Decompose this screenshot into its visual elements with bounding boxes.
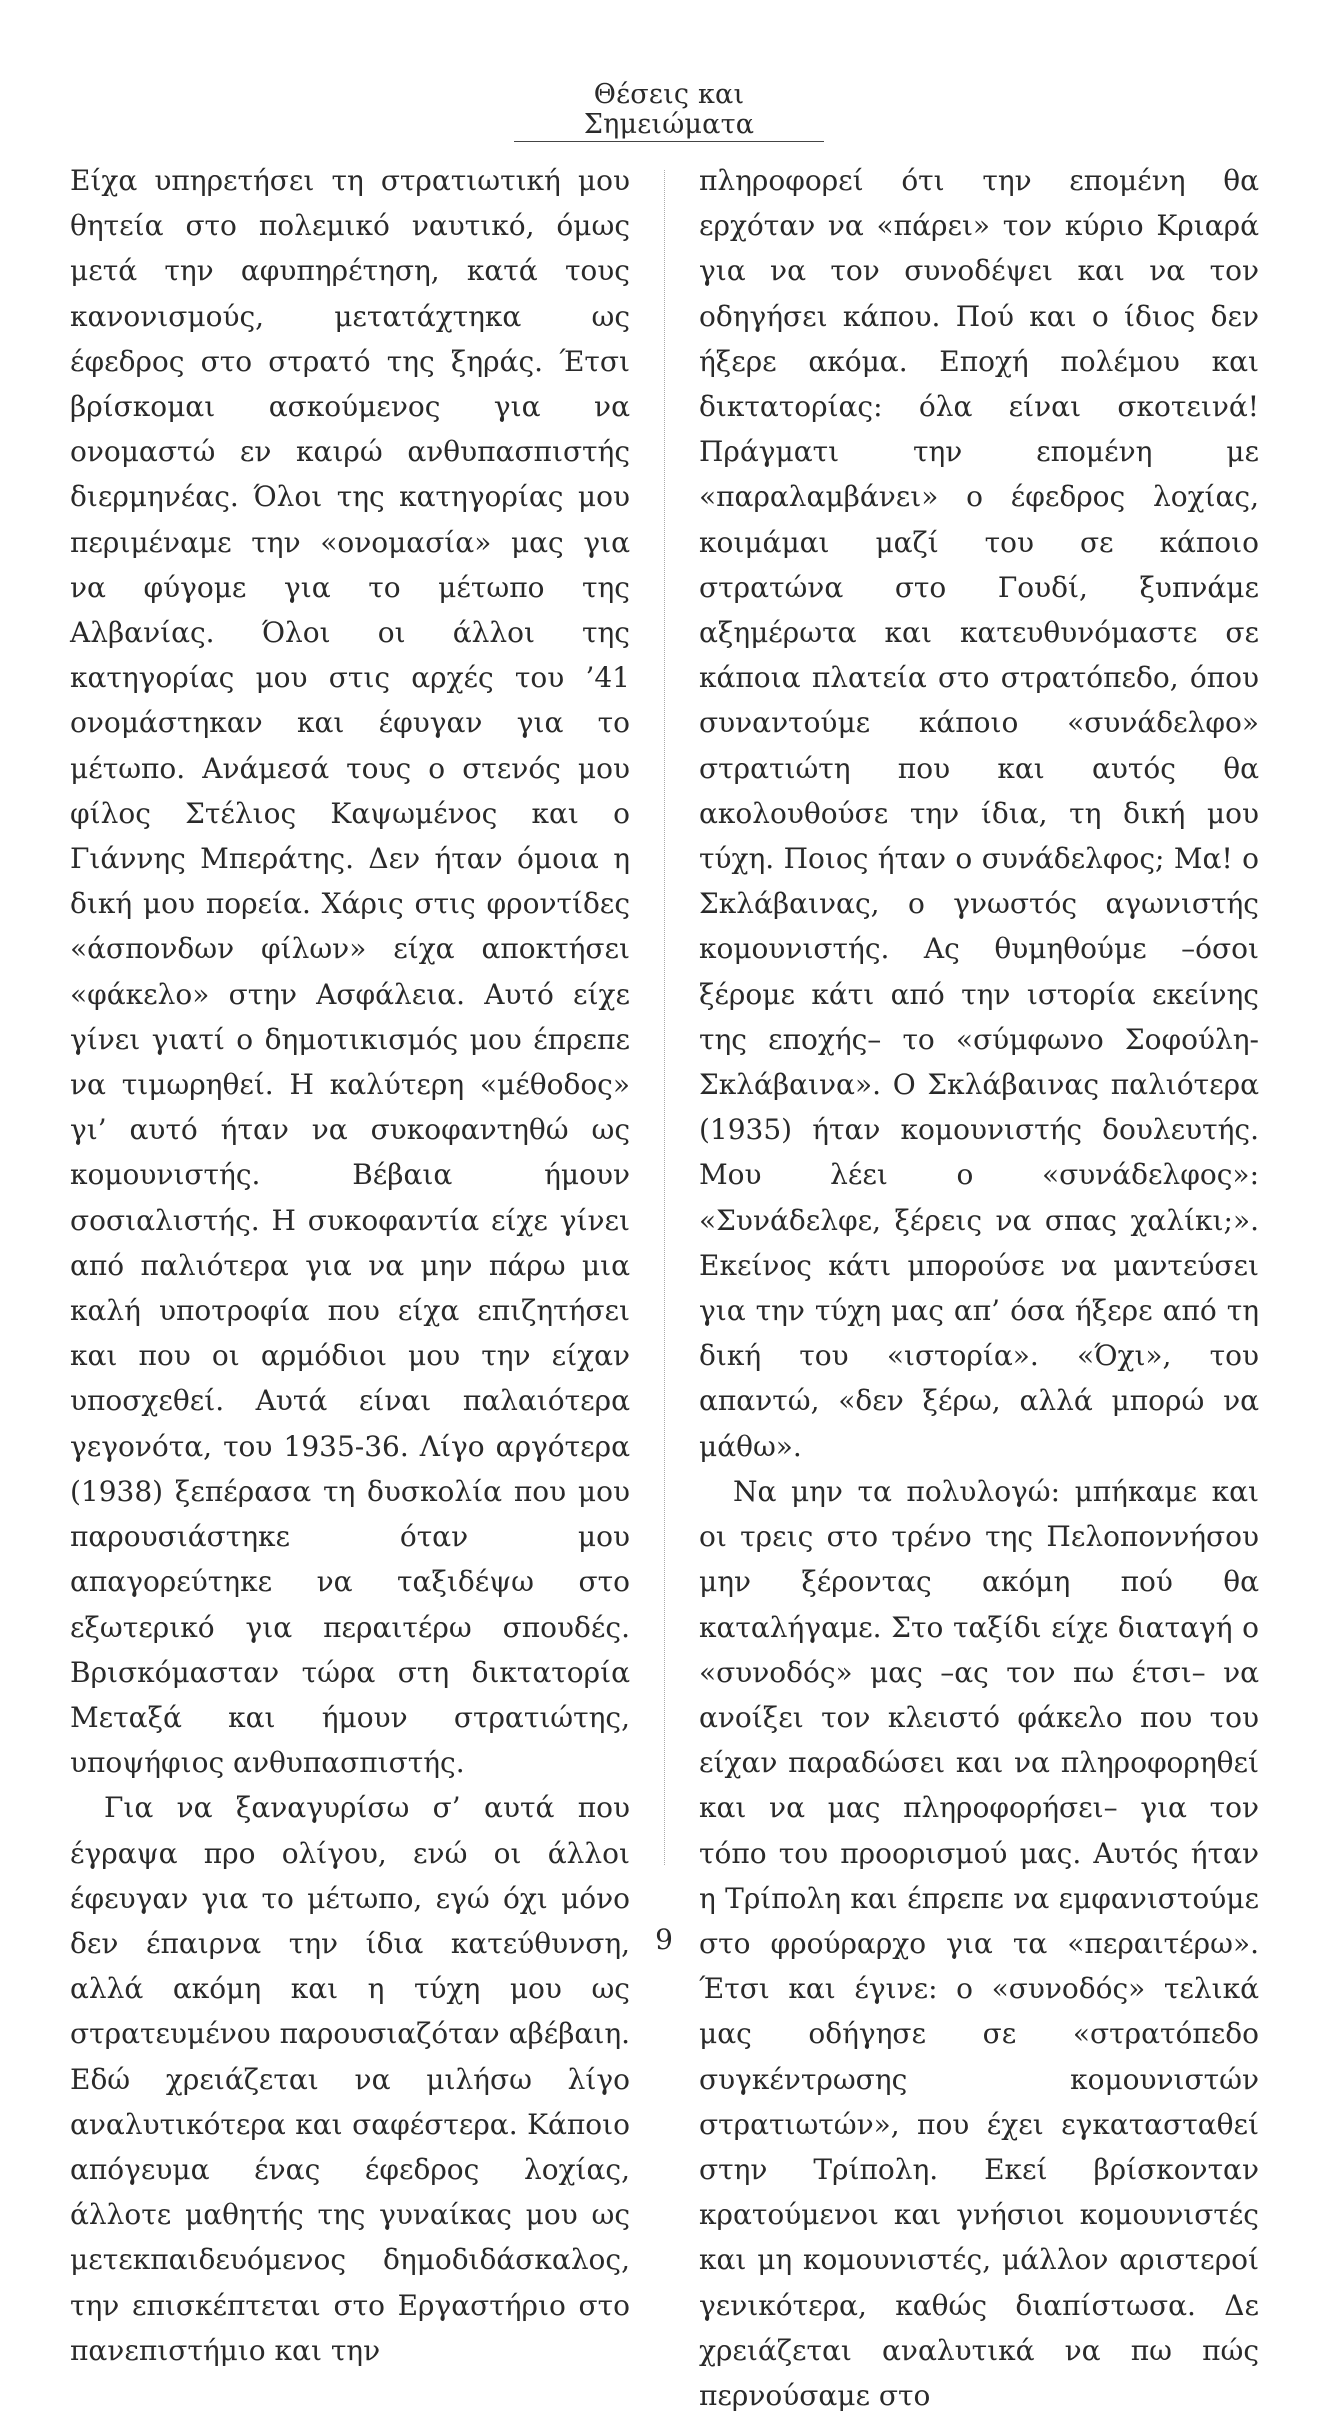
body-paragraph: Είχα υπηρετήσει τη στρατιωτική μου θητεία στο πολεμικό ναυτικό, όμως μετά την αφυπηρέτηση, κατά τους κανονισμούς, μετατάχτηκα ως έφεδρος στο στρατό της ξηράς. Έτσι βρίσκομαι ασκούμενος για να ονομαστώ εν καιρώ ανθυπασπιστής διερμηνέας. Όλοι της κατηγορίας μου περιμέναμε την «ονομασία» μας για να φύγομε για το μέτωπο της Αλβανίας. Όλοι οι άλλοι της κατηγορίας μου στις αρχές του ’41 ονομάστηκαν και έφυγαν για το μέτωπο. Ανάμεσά τους ο στενός μου φίλος Στέλιος Καψωμένος και ο Γιάννης Μπεράτης. Δεν ήταν όμοια η δική μου πορεία. Χάρις στις φροντίδες «άσπονδων φίλων» είχα αποκτήσει «φάκελο» στην Ασφάλεια. Αυτό είχε γίνει γιατί ο δημοτικισμός μου έπρεπε να τιμωρηθεί. Η καλύτερη «μέθοδος» γι’ αυτό ήταν να συκοφαντηθώ ως κομουνιστής. Βέβαια ήμουν σοσιαλιστής. Η συκοφαντία είχε γίνει από παλιότερα για να μην πάρω μια καλή υποτροφία που είχα επιζητήσει και που οι αρμόδιοι μου την είχαν υποσχεθεί. Αυτά είναι παλαιότερα γεγονότα, του 1935-36. Λίγο αργότερα (1938) ξεπέρασα τη δυσκολία που μου παρουσιάστηκε όταν μου απαγορεύτηκε να ταξιδέψω στο εξωτερικό για περαιτέρω σπουδές. Βρισκόμασταν τώρα στη δικτατορία Μεταξά και ήμουν στρατιώτης, υποψήφιος ανθυπασπιστής. — [70, 164, 630, 1780]
running-header: Θέσεις και Σημειώματα — [514, 80, 824, 142]
body-paragraph: Να μην τα πολυλογώ: μπήκαμε και οι τρεις στο τρένο της Πελοποννήσου μην ξέροντας ακόμη πού θα καταλήγαμε. Στο ταξίδι είχε διαταγή ο «συνοδός» μας –ας τον πω έτσι– να ανοίξει τον κλειστό φάκελο που του είχαν παραδώσει και να πληροφορηθεί και να μας πληροφορήσει– για τον τόπο του προορισμού μας. Αυτός ήταν η Τρίπολη και έπρεπε να εμφανιστούμε στο φρούραρχο για τα «περαιτέρω». Έτσι και έγινε: ο «συνοδός» τελικά μας οδήγησε σε «στρατόπεδο συγκέντρωσης κομουνιστών στρατιωτών», που έχει εγκατασταθεί στην Τρίπολη. Εκεί βρίσκονταν κρατούμενοι και γνήσιοι κομουνιστές και μη κομουνιστές, μάλλον αριστεροί γενικότερα, καθώς διαπίστωσα. Δε χρειάζεται αναλυτικά να πω πώς περνούσαμε στο — [699, 1474, 1259, 2412]
body-paragraph: Για να ξαναγυρίσω σ’ αυτά που έγραψα προ ολίγου, ενώ οι άλλοι έφευγαν για το μέτωπο, εγώ όχι μόνο δεν έπαιρνα την ίδια κατεύθυνση, αλλά ακόμη και η τύχη μου ως στρατευμένου παρουσιαζόταν αβέβαιη. Εδώ χρειάζεται να μιλήσω λίγο αναλυτικότερα και σαφέστερα. Κάποιο απόγευμα ένας έφεδρος λοχίας, άλλοτε μαθητής της γυναίκας μου ως μετεκπαιδευόμενος δημοδιδάσκαλος, την επισκέπτεται στο Εργαστήριο στο πανεπιστήμιο και την — [70, 1791, 630, 2367]
right-column — [699, 158, 1259, 2418]
page-number: 9 — [655, 1923, 673, 1956]
left-column — [70, 158, 630, 2373]
body-paragraph: πληροφορεί ότι την επομένη θα ερχόταν να «πάρει» τον κύριο Κριαρά για να τον συνοδέψει και να τον οδηγήσει κάπου. Πού και ο ίδιος δεν ήξερε ακόμα. Εποχή πολέμου και δικτατορίας: όλα είναι σκοτεινά! Πράγματι την επομένη με «παραλαμβάνει» ο έφεδρος λοχίας, κοιμάμαι μαζί του σε κάποιο στρατώνα στο Γουδί, ξυπνάμε αξημέρωτα και κατευθυνόμαστε σε κάποια πλατεία στο στρατόπεδο, όπου συναντούμε κάποιο «συνάδελφο» στρατιώτη που και αυτός θα ακολουθούσε την ίδια, τη δική μου τύχη. Ποιος ήταν ο συνάδελφος; Μα! ο Σκλάβαινας, ο γνωστός αγωνιστής κομουνιστής. Ας θυμηθούμε –όσοι ξέρομε κάτι από την ιστορία εκείνης της εποχής– το «σύμφωνο Σοφούλη-Σκλάβαινα». Ο Σκλάβαινας παλιότερα (1935) ήταν κομουνιστής δουλευτής. Μου λέει ο «συνάδελφος»: «Συνάδελφε, ξέρεις να σπας χαλίκι;». Εκείνος κάτι μπορούσε να μαντεύσει για την τύχη μας απ’ όσα ήξερε από τη δική του «ιστορία». «Όχι», του απαντώ, «δεν ξέρω, αλλά μπορώ να μάθω». — [699, 164, 1259, 1463]
column-divider — [664, 170, 665, 1865]
